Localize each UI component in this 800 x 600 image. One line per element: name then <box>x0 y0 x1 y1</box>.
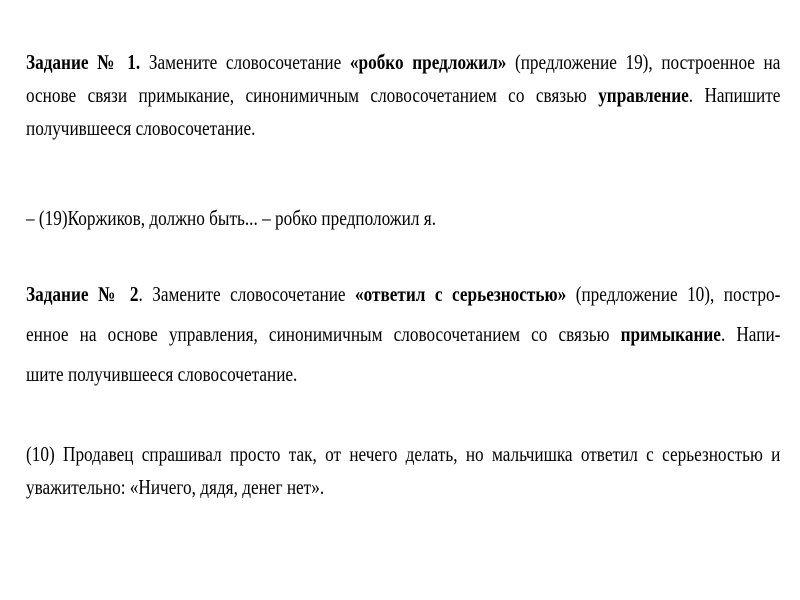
task-2-text: енное на основе управления, синонимичным словосочетанием со связью <box>26 322 621 346</box>
task-1-text: основе связи примыкание, синонимичным словосочетанием со связью <box>26 83 599 107</box>
task-1-keyword: управление <box>598 83 689 107</box>
task-2-text: (предложение 10), постро- <box>566 282 781 306</box>
task-1-text: (предложение 19), построенное на <box>506 50 781 74</box>
task-1-line-1 <box>26 46 780 79</box>
task-2-line-3: шите получившееся словосочетание. <box>26 362 298 386</box>
task-2-line-1 <box>26 274 780 314</box>
sentence-10 <box>26 438 781 504</box>
task-2-text: . Напи- <box>720 322 781 346</box>
task-2-keyword: примыкание <box>620 322 721 346</box>
task-2-text: . Замените словосочетание <box>138 282 356 306</box>
sentence-19-text: – (19)Коржиков, должно быть... – робко предположил я. <box>26 206 437 230</box>
task-1-line-3: получившееся словосочетание. <box>26 116 256 140</box>
task-1-line-2 <box>26 79 780 112</box>
task-2-paragraph <box>26 274 781 394</box>
sentence-19 <box>26 202 649 235</box>
task-2-heading: Задание № 2 <box>26 282 139 306</box>
sentence-10-line-2: уважительно: «Ничего, дядя, денег нет». <box>26 475 325 499</box>
task-1-heading: Задание № 1. <box>26 50 141 74</box>
task-1-text: Замените словосочетание <box>140 50 350 74</box>
task-2-phrase: «ответил с серьезностью» <box>355 282 567 306</box>
task-2-line-2 <box>26 314 780 354</box>
task-1-phrase: «робко предложил» <box>349 50 507 74</box>
sentence-10-line-1: (10) Продавец спрашивал просто так, от нечего делать, но мальчишка ответил с серьезностью и <box>26 442 781 466</box>
task-1-paragraph <box>26 46 781 145</box>
task-1-text: . Напишите <box>688 83 781 107</box>
